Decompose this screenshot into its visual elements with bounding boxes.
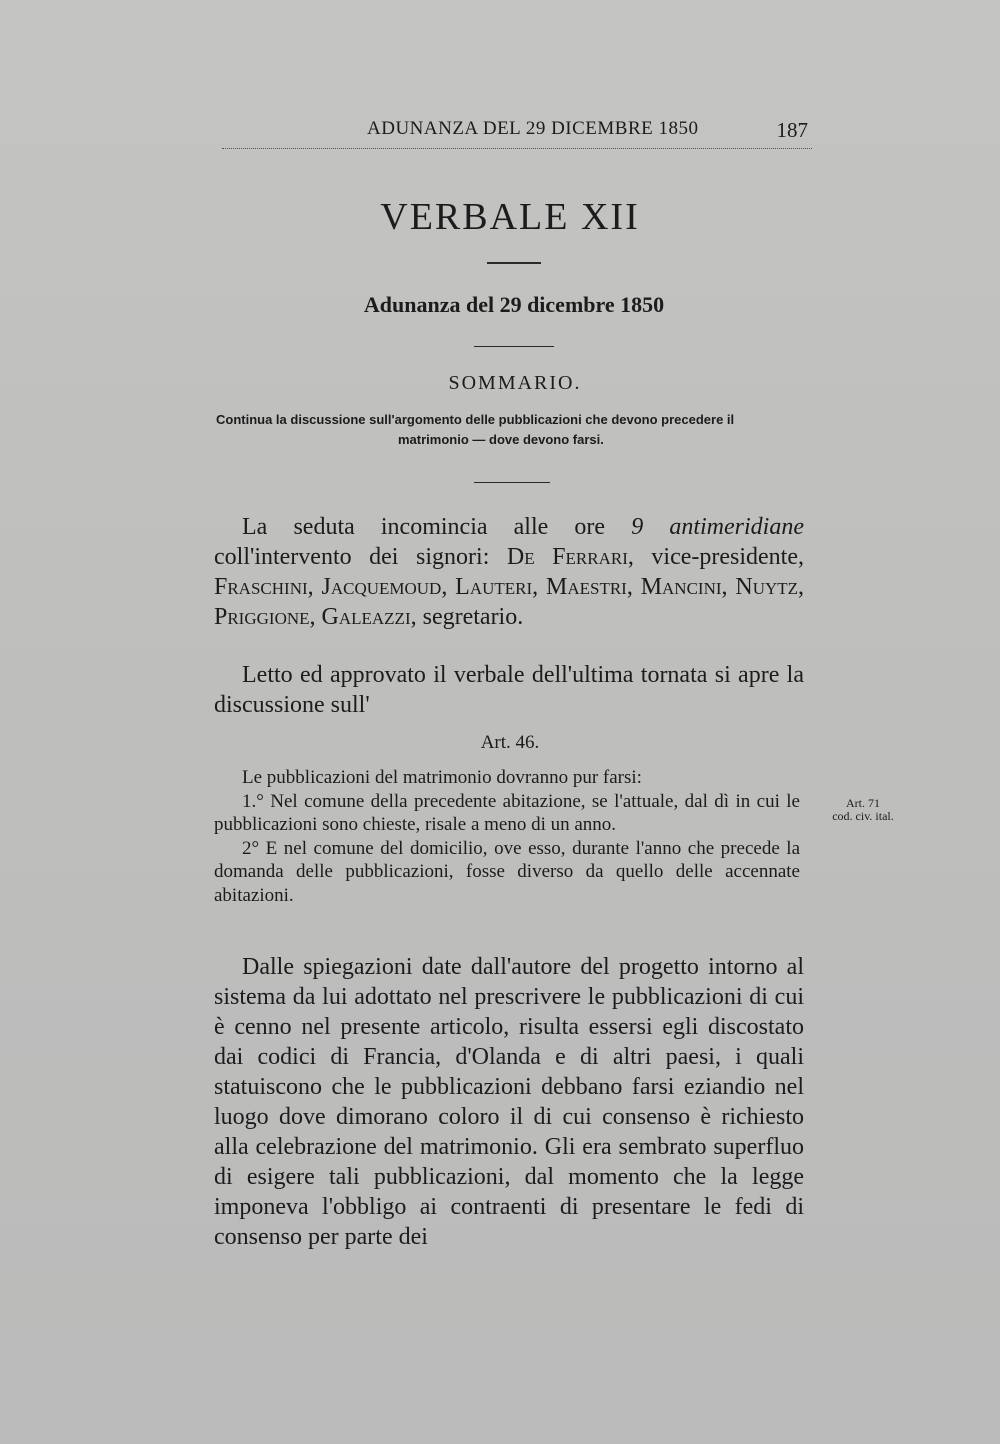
member-name: Jacquemoud <box>321 574 442 600</box>
opening-paragraph: La seduta incomincia alle ore 9 antimeridiane coll'intervento dei signori: De Ferrari, vice-presidente, Fraschini, Jacquemoud, Lauteri, Maestri, Mancini, Nuytz, Priggione, Galeazzi, segretario. <box>214 514 805 630</box>
article-paragraph-2: 1.° Nel comune della precedente abitazione, se l'attuale, dal dì in cui le pubblicazioni sono chieste, risale a meno di un anno. <box>214 790 800 835</box>
running-header <box>222 118 812 149</box>
member-name: Lauteri <box>455 574 533 600</box>
title-rule <box>487 262 541 264</box>
member-name: Mancini <box>640 574 722 600</box>
article-heading: Art. 46. <box>480 732 540 753</box>
opening-text-3: , vice-presidente, <box>627 544 804 570</box>
opening-time: 9 antimeridiane <box>631 514 804 540</box>
opening-text-1: La seduta incomincia alle ore <box>242 514 632 540</box>
summary-line-2: matrimonio — dove devono farsi. <box>398 432 604 447</box>
member-name: Maestri <box>546 574 627 600</box>
member-name: Nuytz <box>735 574 799 600</box>
opening-text-2: coll'intervento dei signori: <box>214 544 507 570</box>
summary-heading: SOMMARIO. <box>448 372 582 394</box>
discussion-text: Dalle spiegazioni date dall'autore del progetto intorno al sistema da lui adottato nel prescrivere le pubblicazioni di cui è cenno nel presente articolo, risulta essersi egli discostato dai codici di Francia, d'Olanda e di altri paesi, i quali statuiscono che le pubblicazioni debbano farsi eziandio nel luogo dove dimorano coloro il di cui consenso è richiesto alla celebrazione del matrimonio. Gli era sembrato superfluo di esigere tali pubblicazioni, dal momento che la legge imponeva l'obbligo ai contraenti di presentare le fedi di consenso per parte dei <box>214 954 804 1250</box>
approval-text: Letto ed approvato il verbale dell'ultima tornata si apre la discussione sull' <box>214 662 804 718</box>
page-title: VERBALE XII <box>380 196 640 238</box>
margin-note-line-1: Art. 71 <box>846 796 880 810</box>
member-name: Fraschini <box>214 574 308 600</box>
session-subtitle: Adunanza del 29 dicembre 1850 <box>363 292 665 317</box>
member-name: Galeazzi <box>321 604 411 630</box>
summary-line-1: Continua la discussione sull'argomento delle pubblicazioni che devono precedere il <box>216 412 735 427</box>
member-name: Priggione <box>214 604 310 630</box>
margin-note-line-2: cod. civ. ital. <box>832 809 894 823</box>
article-paragraph-3: 2° E nel comune del domicilio, ove esso, durante l'anno che precede la domanda delle pubblicazioni, fosse diverso da quello delle accennate abitazioni. <box>214 837 800 906</box>
discussion-paragraph <box>214 952 804 1252</box>
article-text <box>214 766 800 907</box>
opening-text-4: , segretario. <box>410 604 524 630</box>
subtitle-rule <box>474 346 554 347</box>
approval-paragraph <box>214 660 804 720</box>
running-title: ADUNANZA DEL 29 DICEMBRE 1850 <box>367 118 699 139</box>
margin-note <box>818 797 908 823</box>
article-paragraph-1: Le pubblicazioni del matrimonio dovranno pur farsi: <box>242 767 642 788</box>
page-number: 187 <box>776 118 808 142</box>
summary-text <box>216 410 814 450</box>
member-name: De Ferrari <box>506 544 628 570</box>
summary-rule <box>474 482 550 483</box>
